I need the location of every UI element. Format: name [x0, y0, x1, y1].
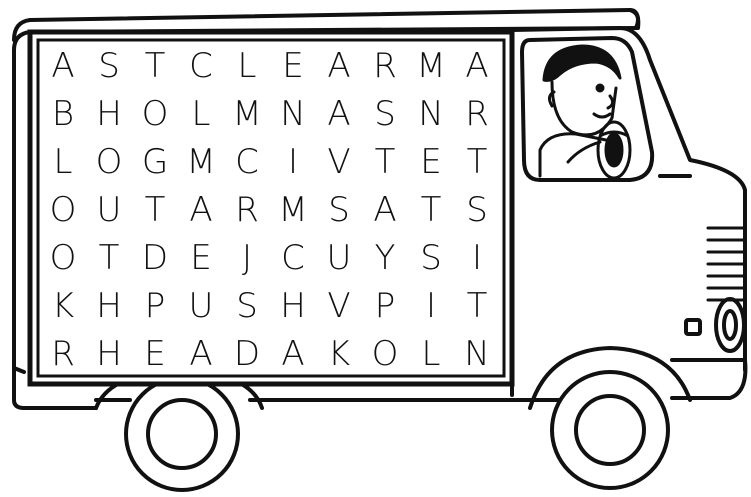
- grid-cell-r1-c9[interactable]: M: [416, 46, 446, 86]
- grid-cell-r4-c6[interactable]: M: [278, 190, 308, 230]
- grid-cell-r2-c10[interactable]: R: [465, 94, 489, 134]
- front-wheel-icon: [552, 372, 668, 488]
- grid-cell-r5-c6[interactable]: C: [281, 238, 305, 278]
- grid-cell-r2-c7[interactable]: A: [327, 94, 351, 134]
- grid-cell-r7-c2[interactable]: H: [96, 334, 122, 374]
- grid-cell-r7-c8[interactable]: O: [371, 334, 399, 374]
- grid-cell-r3-c10[interactable]: T: [466, 142, 488, 182]
- steering-wheel-icon: [598, 122, 630, 178]
- grid-cell-r2-c3[interactable]: O: [141, 94, 169, 134]
- grid-cell-r3-c7[interactable]: V: [327, 142, 351, 182]
- grid-cell-r1-c10[interactable]: A: [465, 46, 489, 86]
- grid-cell-r5-c3[interactable]: D: [141, 238, 169, 278]
- headlight-icon: [716, 299, 744, 351]
- grid-cell-r2-c8[interactable]: S: [374, 94, 396, 134]
- grid-cell-r4-c7[interactable]: S: [328, 190, 350, 230]
- grid-cell-r4-c1[interactable]: O: [49, 190, 77, 230]
- grid-cell-r3-c3[interactable]: G: [141, 142, 169, 182]
- grid-cell-r1-c1[interactable]: A: [51, 46, 75, 86]
- grid-cell-r7-c7[interactable]: K: [327, 334, 351, 374]
- grid-cell-r2-c2[interactable]: H: [96, 94, 122, 134]
- grid-cell-r5-c4[interactable]: E: [190, 238, 212, 278]
- grid-cell-r5-c1[interactable]: O: [49, 238, 77, 278]
- grid-cell-r2-c5[interactable]: M: [232, 94, 262, 134]
- grid-cell-r3-c2[interactable]: O: [95, 142, 123, 182]
- grid-cell-r1-c8[interactable]: R: [373, 46, 397, 86]
- grid-cell-r7-c3[interactable]: E: [144, 334, 166, 374]
- grid-cell-r6-c6[interactable]: H: [280, 286, 306, 326]
- grid-cell-r5-c10[interactable]: I: [471, 238, 483, 278]
- grid-cell-r5-c2[interactable]: T: [98, 238, 120, 278]
- grid-cell-r6-c4[interactable]: U: [188, 286, 214, 326]
- grid-cell-r3-c6[interactable]: I: [287, 142, 299, 182]
- grid-cell-r2-c9[interactable]: N: [418, 94, 444, 134]
- marker-light-icon: [686, 320, 700, 334]
- grid-cell-r1-c5[interactable]: L: [237, 46, 257, 86]
- grid-cell-r7-c9[interactable]: L: [421, 334, 441, 374]
- grid-cell-r4-c5[interactable]: R: [235, 190, 259, 230]
- grid-cell-r5-c9[interactable]: S: [420, 238, 442, 278]
- grid-cell-r5-c5[interactable]: J: [241, 238, 253, 278]
- grid-cell-r6-c9[interactable]: I: [425, 286, 437, 326]
- grid-cell-r1-c6[interactable]: E: [282, 46, 304, 86]
- grid-cell-r3-c4[interactable]: M: [186, 142, 216, 182]
- grid-cell-r7-c1[interactable]: R: [51, 334, 75, 374]
- grid-cell-r2-c1[interactable]: B: [51, 94, 75, 134]
- grid-cell-r3-c5[interactable]: C: [235, 142, 259, 182]
- grid-cell-r7-c6[interactable]: A: [281, 334, 305, 374]
- grid-cell-r7-c10[interactable]: N: [464, 334, 490, 374]
- grid-cell-r6-c7[interactable]: V: [327, 286, 351, 326]
- grid-cell-r5-c8[interactable]: Y: [374, 238, 396, 278]
- grid-cell-r2-c6[interactable]: N: [280, 94, 306, 134]
- grid-cell-r4-c8[interactable]: A: [373, 190, 397, 230]
- grid-cell-r3-c1[interactable]: L: [53, 142, 73, 182]
- grid-cell-r1-c4[interactable]: C: [189, 46, 213, 86]
- grid-cell-r6-c10[interactable]: T: [466, 286, 488, 326]
- word-search-grid: [40, 42, 500, 378]
- grid-cell-r5-c7[interactable]: U: [326, 238, 352, 278]
- grid-cell-r1-c7[interactable]: A: [327, 46, 351, 86]
- grid-cell-r6-c1[interactable]: K: [51, 286, 75, 326]
- grid-cell-r6-c8[interactable]: P: [374, 286, 396, 326]
- grid-cell-r4-c9[interactable]: T: [420, 190, 442, 230]
- grid-cell-r6-c2[interactable]: H: [96, 286, 122, 326]
- grid-cell-r7-c4[interactable]: A: [189, 334, 213, 374]
- grid-cell-r3-c9[interactable]: E: [420, 142, 442, 182]
- grid-cell-r4-c4[interactable]: A: [189, 190, 213, 230]
- grid-cell-r4-c10[interactable]: S: [466, 190, 488, 230]
- front-bumper: [672, 360, 745, 398]
- grid-cell-r4-c3[interactable]: T: [144, 190, 166, 230]
- grid-cell-r2-c4[interactable]: L: [191, 94, 211, 134]
- grid-cell-r7-c5[interactable]: D: [233, 334, 261, 374]
- grille-icon: [708, 228, 745, 300]
- grid-cell-r6-c3[interactable]: P: [144, 286, 166, 326]
- grid-cell-r6-c5[interactable]: S: [236, 286, 258, 326]
- grid-cell-r1-c3[interactable]: T: [144, 46, 166, 86]
- rear-wheel-icon: [126, 378, 238, 490]
- grid-cell-r4-c2[interactable]: U: [96, 190, 122, 230]
- grid-cell-r1-c2[interactable]: S: [98, 46, 120, 86]
- grid-cell-r3-c8[interactable]: T: [374, 142, 396, 182]
